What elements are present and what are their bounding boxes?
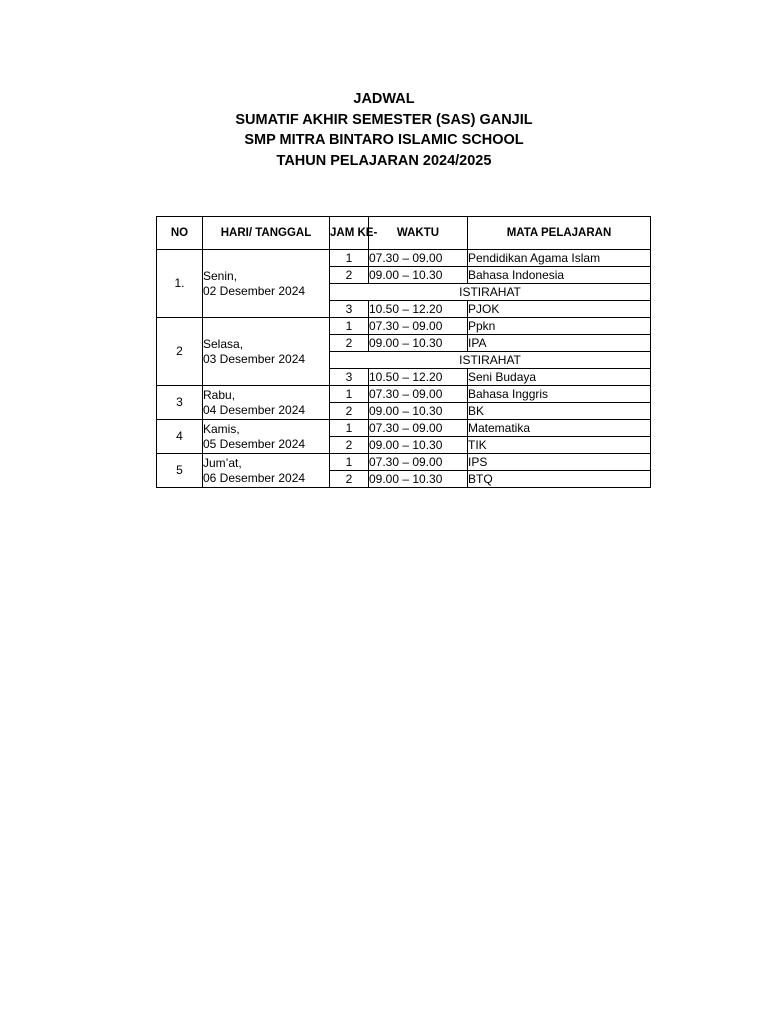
header-hari-tanggal: HARI/ TANGGAL — [203, 217, 330, 250]
session-waktu: 07.30 – 09.00 — [369, 250, 468, 267]
day-date: 06 Desember 2024 — [203, 470, 306, 485]
session-jam: 3 — [330, 369, 369, 386]
header-jam-ke: JAM KE- — [330, 217, 369, 250]
table-row — [157, 250, 651, 267]
session-waktu: 09.00 – 10.30 — [369, 267, 468, 284]
day-date: 02 Desember 2024 — [203, 283, 306, 298]
day-name: Rabu, — [203, 387, 236, 402]
title-line-2: SUMATIF AKHIR SEMESTER (SAS) GANJIL — [235, 111, 533, 128]
session-mapel: TIK — [468, 437, 651, 454]
day-number: 1. — [157, 250, 203, 318]
session-jam: 2 — [330, 471, 369, 488]
document-title — [0, 89, 768, 171]
session-waktu: 09.00 – 10.30 — [369, 403, 468, 420]
session-waktu: 07.30 – 09.00 — [369, 454, 468, 471]
session-waktu: 07.30 – 09.00 — [369, 420, 468, 437]
session-jam: 2 — [330, 335, 369, 352]
session-jam: 1 — [330, 386, 369, 403]
break-label: ISTIRAHAT — [330, 284, 651, 301]
day-name: Selasa, — [203, 336, 244, 351]
header-no: NO — [157, 217, 203, 250]
table-header-row — [157, 217, 651, 250]
day-name: Kamis, — [203, 421, 240, 436]
session-jam: 3 — [330, 301, 369, 318]
session-jam: 2 — [330, 437, 369, 454]
session-mapel: Bahasa Inggris — [468, 386, 651, 403]
table-row — [157, 454, 651, 471]
header-waktu: WAKTU — [369, 217, 468, 250]
session-mapel: PJOK — [468, 301, 651, 318]
session-mapel: BK — [468, 403, 651, 420]
session-jam: 1 — [330, 318, 369, 335]
table-row — [157, 318, 651, 335]
day-name: Senin, — [203, 268, 238, 283]
day-date-cell — [203, 318, 330, 386]
day-date-cell — [203, 386, 330, 420]
session-waktu: 09.00 – 10.30 — [369, 335, 468, 352]
session-waktu: 09.00 – 10.30 — [369, 437, 468, 454]
session-mapel: IPA — [468, 335, 651, 352]
day-date: 03 Desember 2024 — [203, 351, 306, 366]
session-mapel: BTQ — [468, 471, 651, 488]
session-waktu: 07.30 – 09.00 — [369, 386, 468, 403]
day-date: 05 Desember 2024 — [203, 436, 306, 451]
session-mapel: IPS — [468, 454, 651, 471]
day-number: 3 — [157, 386, 203, 420]
day-date-cell — [203, 454, 330, 488]
session-mapel: Matematika — [468, 420, 651, 437]
session-waktu: 10.50 – 12.20 — [369, 301, 468, 318]
session-mapel: Bahasa Indonesia — [468, 267, 651, 284]
title-line-3: SMP MITRA BINTARO ISLAMIC SCHOOL — [244, 132, 524, 149]
day-number: 2 — [157, 318, 203, 386]
session-jam: 2 — [330, 267, 369, 284]
session-mapel: Seni Budaya — [468, 369, 651, 386]
session-mapel: Pendidikan Agama Islam — [468, 250, 651, 267]
session-jam: 1 — [330, 420, 369, 437]
session-jam: 2 — [330, 403, 369, 420]
session-jam: 1 — [330, 454, 369, 471]
day-date-cell — [203, 420, 330, 454]
day-number: 4 — [157, 420, 203, 454]
session-jam: 1 — [330, 250, 369, 267]
day-date: 04 Desember 2024 — [203, 402, 306, 417]
table-row — [157, 386, 651, 403]
day-number: 5 — [157, 454, 203, 488]
break-label: ISTIRAHAT — [330, 352, 651, 369]
exam-schedule-table — [156, 216, 651, 488]
header-mata-pelajaran: MATA PELAJARAN — [468, 217, 651, 250]
session-waktu: 10.50 – 12.20 — [369, 369, 468, 386]
title-line-1: JADWAL — [353, 91, 415, 107]
day-name: Jum’at, — [203, 455, 242, 470]
day-date-cell — [203, 250, 330, 318]
session-waktu: 07.30 – 09.00 — [369, 318, 468, 335]
session-mapel: Ppkn — [468, 318, 651, 335]
title-line-4: TAHUN PELAJARAN 2024/2025 — [276, 152, 492, 169]
table-row — [157, 420, 651, 437]
session-waktu: 09.00 – 10.30 — [369, 471, 468, 488]
